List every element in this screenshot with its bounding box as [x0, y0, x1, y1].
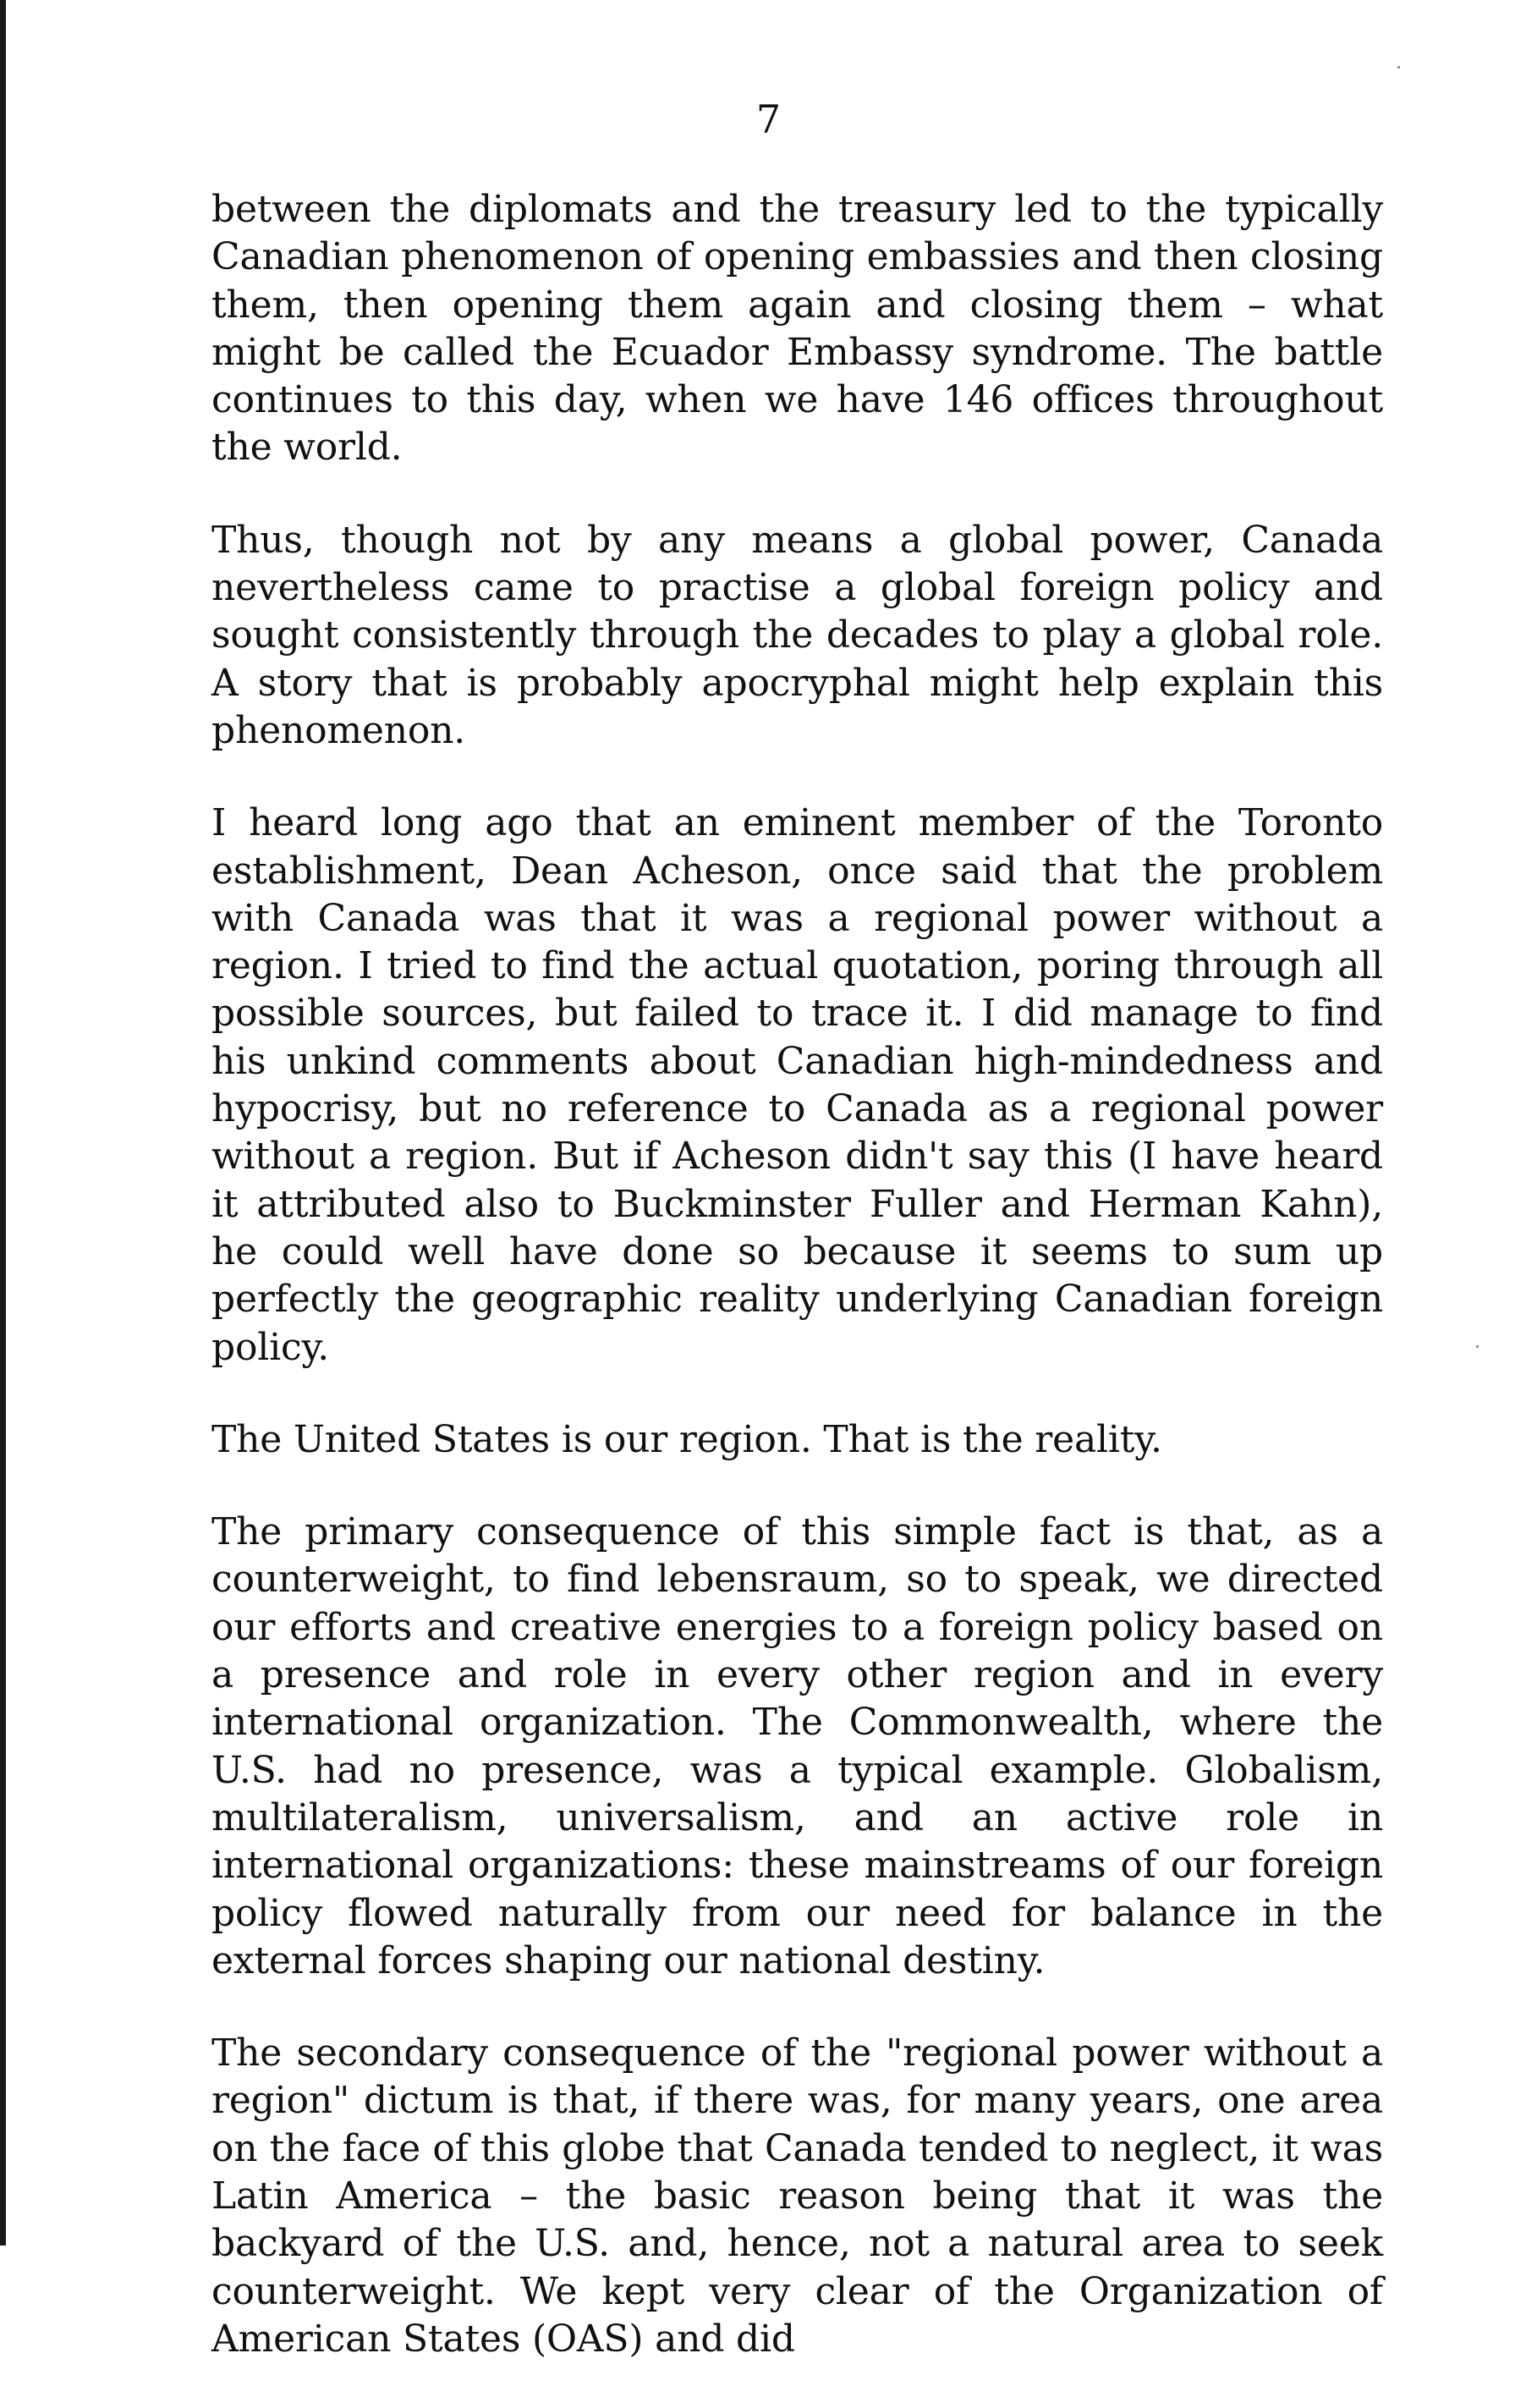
page-number: 7 — [755, 96, 782, 142]
paragraph: The United States is our region. That is the reality. — [211, 1417, 1162, 1461]
scan-speck — [1397, 66, 1400, 69]
body-text — [211, 186, 1383, 2408]
scan-speck — [1476, 1345, 1479, 1348]
paragraph: The secondary consequence of the "regional power without a region" dictum is that, if there was, for many years, one area on the face of this globe that Canada tended to neglect, it was Latin America – the basic reason being that it was the backyard of the U.S. and, hence, not a natural area to seek counterweight. We kept very clear of the Organization of American States (OAS) and did — [211, 2031, 1383, 2361]
paragraph: I heard long ago that an eminent member of the Toronto establishment, Dean Acheson, once said that the problem with Canada was that it was a regional power without a region. I tried to find the actual quotation, poring through all possible sources, but failed to trace it. I did manage to find his unkind comments about Canadian high-mindedness and hypocrisy, but no reference to Canada as a regional power without a region. But if Acheson didn't say this (I have heard it attributed also to Buckminster Fuller and Herman Kahn), he could well have done so because it seems to sum up perfectly the geographic reality underlying Canadian foreign policy. — [211, 801, 1383, 1369]
scan-left-border — [0, 0, 6, 2246]
paragraph: Thus, though not by any means a global power, Canada nevertheless came to practise a global foreign policy and sought consistently through the decades to play a global role. A story that is probably apocryphal might help explain this phenomenon. — [211, 518, 1383, 752]
paragraph: The primary consequence of this simple fact is that, as a counterweight, to find lebensraum, so to speak, we directed our efforts and creative energies to a foreign policy based on a presence and role in every other region and in every international organization. The Commonwealth, where the U.S. had no presence, was a typical example. Globalism, multilateralism, universalism, and an active role in international organizations: these mainstreams of our foreign policy flowed naturally from our need for balance in the external forces shaping our national destiny. — [211, 1510, 1383, 1982]
paragraph: between the diplomats and the treasury led to the typically Canadian phenomenon of opening embassies and then closing them, then opening them again and closing them – what might be called the Ecuador Embassy syndrome. The battle continues to this day, when we have 146 offices throughout the world. — [211, 188, 1383, 470]
